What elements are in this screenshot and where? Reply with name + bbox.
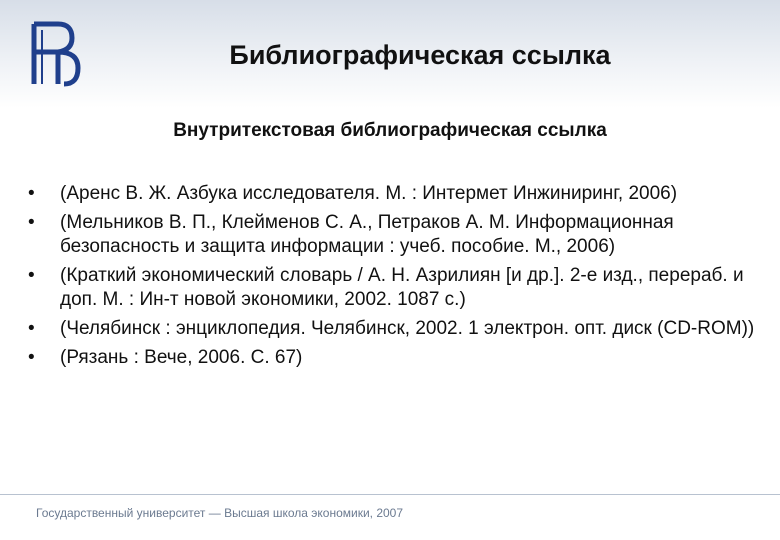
hse-logo-icon [28, 20, 84, 88]
bullet-icon: • [28, 212, 35, 233]
slide-header [0, 0, 780, 108]
bullet-icon: • [28, 265, 35, 286]
footer-divider [0, 494, 780, 495]
reference-text: (Мельников В. П., Клейменов С. А., Петраков А. М. Информационная безопасность и защита информации : учеб. пособие. М., 2006) [60, 212, 674, 257]
list-item [28, 264, 758, 312]
slide-footer: Государственный университет — Высшая школа экономики, 2007 [36, 506, 404, 520]
reference-list [28, 182, 758, 375]
reference-text: (Краткий экономический словарь / А. Н. Азрилиян [и др.]. 2-е изд., перераб. и доп. М. : Ин-т новой экономики, 2002. 1087 с.) [60, 265, 744, 310]
list-item [28, 317, 758, 341]
reference-text: (Челябинск : энциклопедия. Челябинск, 2002. 1 электрон. опт. диск (CD-ROM)) [60, 318, 755, 339]
reference-text: (Аренс В. Ж. Азбука исследователя. М. : Интермет Инжиниринг, 2006) [60, 183, 678, 204]
list-item [28, 211, 758, 259]
list-item [28, 346, 758, 370]
slide-subtitle: Внутритекстовая библиографическая ссылка [173, 120, 607, 141]
slide-title: Библиографическая ссылка [229, 40, 611, 70]
bullet-icon: • [28, 347, 35, 368]
bullet-icon: • [28, 318, 35, 339]
reference-text: (Рязань : Вече, 2006. С. 67) [60, 347, 303, 368]
bullet-icon: • [28, 183, 35, 204]
list-item [28, 182, 758, 206]
